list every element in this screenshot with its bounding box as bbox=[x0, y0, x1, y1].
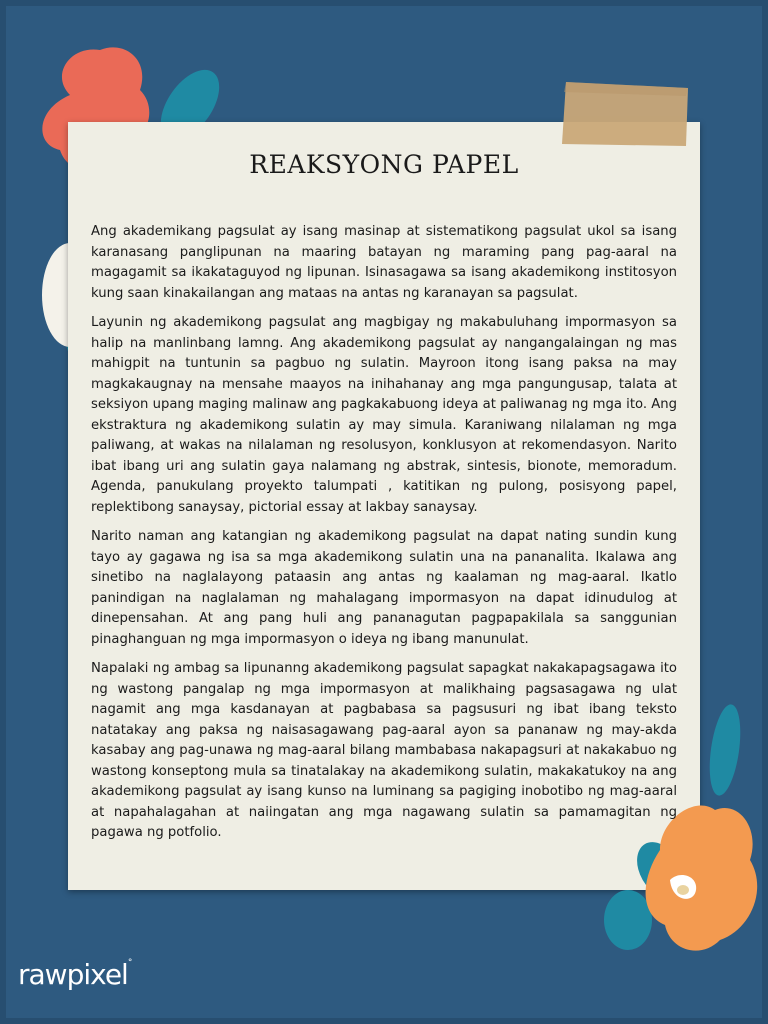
paragraph: Ang akademikang pagsulat ay isang masinap at sistematikong pagsulat ukol sa isang karanasang panglipunan na maaring batayan ng maraming pang pag-aaral na magagamit sa ikakataguyod ng lipunan. Isinasagawa sa isang akademikong institosyon kung saan kinakailangan ang mataas na antas ng karanayan sa pagsulat. bbox=[91, 224, 677, 301]
leaf-shape bbox=[604, 890, 652, 950]
leaf-shape bbox=[705, 702, 746, 797]
watermark-mark: ° bbox=[127, 958, 132, 968]
flower-detail bbox=[677, 885, 689, 895]
paragraph: Layunin ng akademikong pagsulat ang magbigay ng makabuluhang impormasyon sa halip na manlinbang lamng. Ang akademikong pagsulat ay nangangalaingan ng mas mahigpit na tuntunin sa pagbuo ng sulatin. Mayroon itong isang paksa na may magkakaugnay na mensahe maayos na inihahanay ang mga pangungusap, talata at seksiyon upang maging malinaw ang pagkakabuong ideya at paliwanag ng mga ito. Ang ekstraktura ng akademikong sulatin ay may simula. Karaniwang nilalaman ng mga paliwang, at wakas na nilalaman ng resolusyon, konklusyon at rekomendasyon. Narito ibat ibang uri ang sulatin gaya nalamang ng abstrak, sintesis, bionote, memoradum. Agenda, panukulang proyekto talumpati , katitikan ng pulong, posisyong papel, replektibong sanaysay, pictorial essay at lakbay sanaysay. bbox=[91, 315, 677, 515]
tape-decoration bbox=[560, 74, 694, 154]
document-body bbox=[91, 222, 677, 853]
watermark-brand: rawpixel bbox=[18, 958, 128, 991]
paragraph: Narito naman ang katangian ng akademikong pagsulat na dapat nating sundin kung tayo ay gagawa ng isa sa mga akademikong sulatin una na pananalita. Ikalawa ang sinetibo na naglalayong pataasin ang antas ng kaalaman ng mag-aaral. Ikatlo panindigan na naglalaman ng mahalagang impormasyon na dapat idinudulog at dinepensahan. At ang pang huli ang pananagutan pagpapakilala sa sanggunian pinaghanguan ng mga impormasyon o ideya ng ibang manunulat. bbox=[91, 529, 677, 647]
paragraph: Napalaki ng ambag sa lipunanng akademikong pagsulat sapagkat nakakapagsagawa ito ng wastong pangalap ng mga impormasyon at malikhaing pagsasagawa ng ulat nagamit ang mga kasdanayan at pagbabasa sa pagsusuri ng ibat ibang teksto natatakay ang paksa ng naisasagawang pag-aaral ayon sa pananaw ng may-akda kasabay ang pag-unawa ng mag-aaral bilang mambabasa nakapagsuri at nakakabuo ng wastong konseptong mula sa tinatalakay na akademikong sulatin, makakatukoy na ang akademikong pagsulat ay isang kunso na luminang sa pagiging inobotibo ng mag-aaral at napahalagahan at naiingatan ang mga nagawang sulatin sa pamamagitan ng pagawa ng potfolio. bbox=[91, 661, 677, 840]
document-title: REAKSYONG PAPEL bbox=[249, 150, 519, 179]
rawpixel-watermark bbox=[18, 958, 131, 991]
